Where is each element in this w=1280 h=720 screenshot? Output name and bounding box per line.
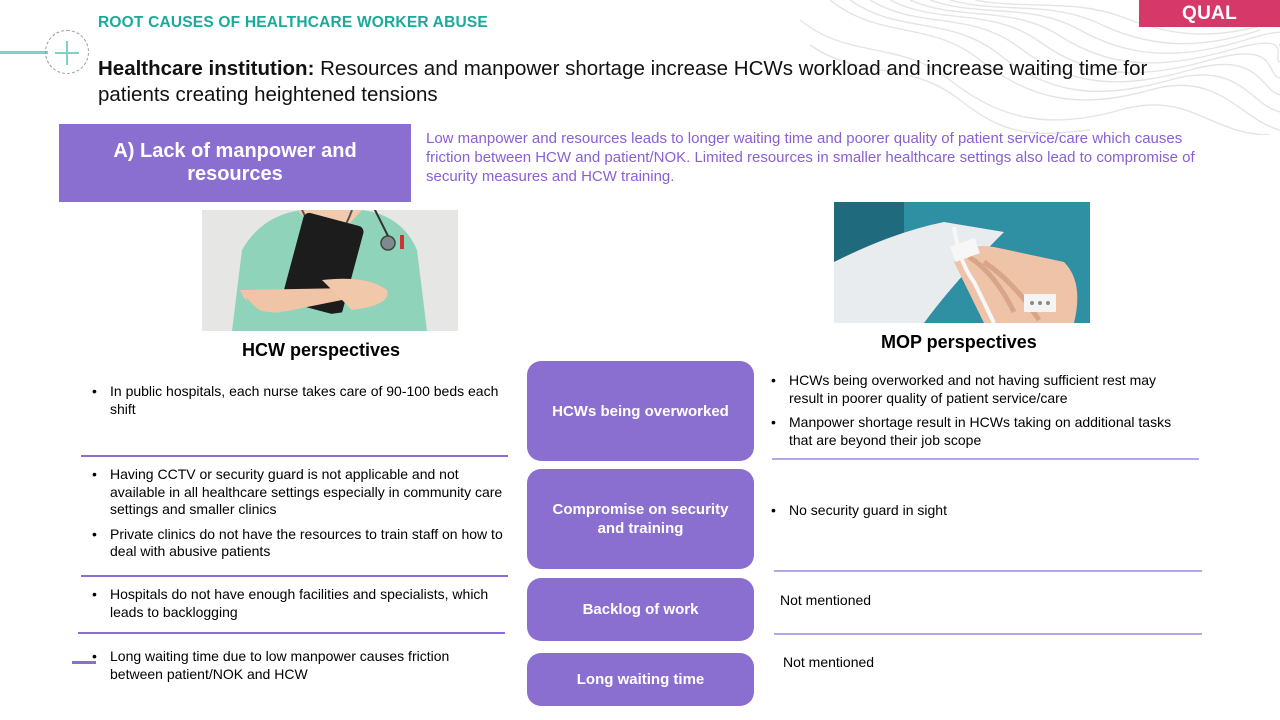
mop-waiting-text: Not mentioned — [783, 654, 875, 670]
mop-list-security — [771, 502, 1191, 527]
plus-icon-vertical — [66, 41, 68, 65]
nurse-photo — [202, 210, 458, 331]
hcw-list-security — [92, 466, 512, 568]
hcw-list-waiting — [92, 648, 492, 690]
mop-perspectives-title: MOP perspectives — [881, 332, 1037, 352]
category-description: Low manpower and resources leads to longer waiting time and poorer quality of patient service/care which causes friction between HCW and patient/NOK. Limited resources in smaller healthcare settings also lead to compromise of security measures and HCW training. — [426, 130, 1195, 185]
list-item: • No security guard in sight — [771, 502, 1191, 520]
list-item: • Manpower shortage result in HCWs taking on additional tasks that are beyond their job scope — [771, 414, 1191, 449]
list-item: • Having CCTV or security guard is not applicable and not available in all healthcare settings especially in community care settings and smaller clinics — [92, 466, 512, 519]
divider — [774, 633, 1202, 635]
divider — [81, 575, 508, 577]
divider — [772, 458, 1199, 460]
list-item: • Hospitals do not have enough facilities and specialists, which leads to backlogging — [92, 586, 514, 621]
decorative-line — [0, 51, 48, 54]
hcw-perspectives-title: HCW perspectives — [242, 340, 401, 360]
hcw-list-overworked — [92, 383, 522, 425]
page-title — [98, 56, 1208, 108]
theme-pill-backlog: Backlog of work — [527, 578, 754, 641]
theme-pill-waiting-time: Long waiting time — [527, 653, 754, 706]
section-label: ROOT CAUSES OF HEALTHCARE WORKER ABUSE — [98, 14, 488, 31]
list-item: • Private clinics do not have the resources to train staff on how to deal with abusive patients — [92, 526, 512, 561]
divider — [81, 455, 508, 457]
iv-hand-photo — [834, 202, 1090, 323]
list-item: • In public hospitals, each nurse takes care of 90-100 beds each shift — [92, 383, 522, 418]
divider — [78, 632, 505, 634]
page-title-rest: Resources and manpower shortage increase HCWs workload and increase waiting time for patients creating heightened tensions — [98, 57, 1148, 106]
list-item: • Long waiting time due to low manpower causes friction between patient/NOK and HCW — [92, 648, 492, 683]
qual-badge: QUAL — [1139, 0, 1280, 27]
list-item: • HCWs being overworked and not having sufficient rest may result in poorer quality of patient service/care — [771, 372, 1191, 407]
divider — [774, 570, 1202, 572]
mop-list-overworked — [771, 372, 1191, 456]
mop-backlog-text: Not mentioned — [780, 592, 872, 608]
theme-pill-overworked: HCWs being overworked — [527, 361, 754, 461]
hcw-list-backlog — [92, 586, 514, 628]
page-title-bold: Healthcare institution: — [98, 57, 315, 80]
category-box: A) Lack of manpower and resources — [59, 124, 411, 202]
theme-pill-security-training: Compromise on security and training — [527, 469, 754, 569]
